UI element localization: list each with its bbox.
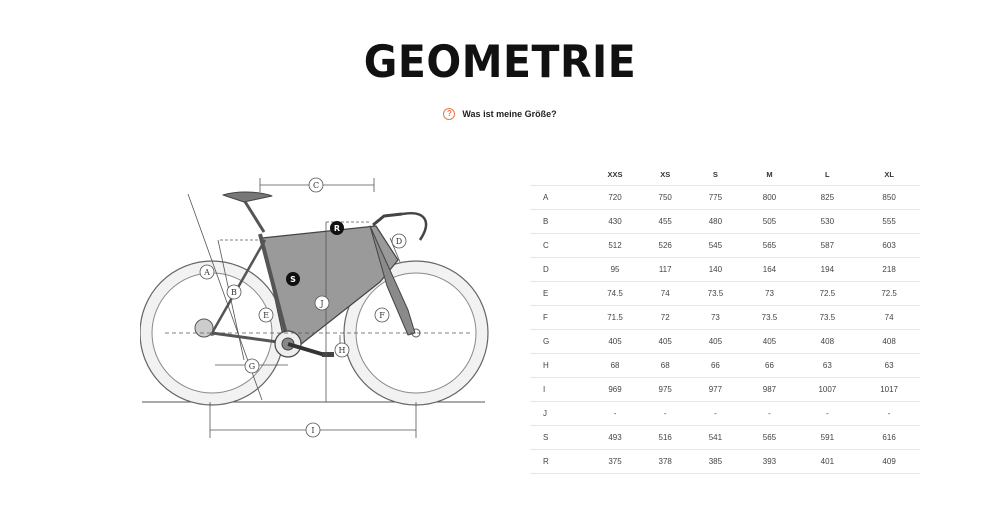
table-cell: 505 (742, 210, 796, 234)
table-cell: 408 (796, 330, 858, 354)
size-help-label: Was ist meine Größe? (462, 109, 557, 119)
table-cell: 512 (588, 234, 642, 258)
row-key: H (530, 354, 588, 378)
question-circle-icon: ? (443, 108, 455, 120)
header-size: L (796, 163, 858, 186)
dim-label-r (330, 221, 344, 235)
table-header-row (530, 163, 920, 186)
table-cell: 545 (688, 234, 742, 258)
table-cell: 385 (688, 450, 742, 474)
table-cell: 775 (688, 186, 742, 210)
table-cell: 72.5 (858, 282, 920, 306)
dim-label-d (392, 234, 406, 248)
table-cell: 565 (742, 234, 796, 258)
table-cell: 825 (796, 186, 858, 210)
table-row (530, 306, 920, 330)
table-cell: 480 (688, 210, 742, 234)
row-key: G (530, 330, 588, 354)
table-row (530, 234, 920, 258)
svg-text:E: E (263, 311, 269, 320)
table-cell: 401 (796, 450, 858, 474)
dim-label-i (306, 423, 320, 437)
table-cell: 526 (642, 234, 688, 258)
dim-label-h (335, 343, 349, 357)
dim-label-g (245, 359, 259, 373)
table-cell: 74 (642, 282, 688, 306)
table-cell: 73 (688, 306, 742, 330)
table-cell: 117 (642, 258, 688, 282)
header-empty (530, 163, 588, 186)
table-row (530, 282, 920, 306)
table-cell: - (588, 402, 642, 426)
table-cell: - (796, 402, 858, 426)
page-title: GEOMETRIE (363, 36, 637, 88)
row-key: B (530, 210, 588, 234)
header-size: XL (858, 163, 920, 186)
svg-text:F: F (379, 311, 385, 320)
table-cell: 378 (642, 450, 688, 474)
row-key: S (530, 426, 588, 450)
table-cell: 73.5 (688, 282, 742, 306)
row-key: E (530, 282, 588, 306)
header-size: S (688, 163, 742, 186)
table-cell: - (688, 402, 742, 426)
dim-label-e (259, 308, 273, 322)
header-size: XXS (588, 163, 642, 186)
table-cell: - (642, 402, 688, 426)
table-cell: 68 (588, 354, 642, 378)
table-cell: 850 (858, 186, 920, 210)
table-cell: 164 (742, 258, 796, 282)
svg-text:R: R (333, 224, 341, 233)
svg-text:J: J (320, 299, 324, 308)
row-key: J (530, 402, 588, 426)
table-cell: 72 (642, 306, 688, 330)
table-cell: 591 (796, 426, 858, 450)
table-cell: 587 (796, 234, 858, 258)
table-cell: 71.5 (588, 306, 642, 330)
row-key: C (530, 234, 588, 258)
row-key: A (530, 186, 588, 210)
table-body (530, 186, 920, 474)
table-cell: 393 (742, 450, 796, 474)
row-key: D (530, 258, 588, 282)
table-cell: 800 (742, 186, 796, 210)
table-row (530, 210, 920, 234)
table-cell: 977 (688, 378, 742, 402)
header-size: M (742, 163, 796, 186)
table-cell: 74 (858, 306, 920, 330)
table-row (530, 354, 920, 378)
table-cell: 405 (688, 330, 742, 354)
table-cell: 987 (742, 378, 796, 402)
table-cell: 720 (588, 186, 642, 210)
svg-text:G: G (248, 362, 256, 371)
svg-text:D: D (395, 237, 403, 246)
table-cell: 73.5 (742, 306, 796, 330)
table-cell: 455 (642, 210, 688, 234)
table-cell: 405 (742, 330, 796, 354)
table-cell: 73.5 (796, 306, 858, 330)
table-cell: 408 (858, 330, 920, 354)
table-cell: 430 (588, 210, 642, 234)
table-cell: 95 (588, 258, 642, 282)
table-cell: - (742, 402, 796, 426)
dim-label-c (309, 178, 323, 192)
table-cell: 63 (858, 354, 920, 378)
table-cell: 66 (688, 354, 742, 378)
row-key: F (530, 306, 588, 330)
row-key: R (530, 450, 588, 474)
table-cell: 565 (742, 426, 796, 450)
table-cell: 969 (588, 378, 642, 402)
table-row (530, 378, 920, 402)
table-cell: 1017 (858, 378, 920, 402)
table-row (530, 330, 920, 354)
table-cell: 405 (588, 330, 642, 354)
table-cell: 616 (858, 426, 920, 450)
table-cell: 603 (858, 234, 920, 258)
svg-text:S: S (290, 275, 296, 284)
table-cell: 68 (642, 354, 688, 378)
table-row (530, 426, 920, 450)
table-cell: 541 (688, 426, 742, 450)
table-cell: - (858, 402, 920, 426)
table-cell: 218 (858, 258, 920, 282)
table-cell: 516 (642, 426, 688, 450)
table-cell: 409 (858, 450, 920, 474)
table-cell: 74.5 (588, 282, 642, 306)
table-cell: 750 (642, 186, 688, 210)
svg-text:A: A (204, 268, 210, 277)
table-cell: 375 (588, 450, 642, 474)
dim-label-j (315, 296, 329, 310)
dim-label-b (227, 285, 241, 299)
table-cell: 66 (742, 354, 796, 378)
table-row (530, 402, 920, 426)
svg-text:B: B (231, 288, 237, 297)
table-cell: 63 (796, 354, 858, 378)
table-cell: 405 (642, 330, 688, 354)
table-row (530, 186, 920, 210)
table-cell: 140 (688, 258, 742, 282)
table-cell: 1007 (796, 378, 858, 402)
svg-text:I: I (311, 426, 315, 435)
table-cell: 975 (642, 378, 688, 402)
table-cell: 555 (858, 210, 920, 234)
svg-text:H: H (338, 346, 346, 355)
header-size: XS (642, 163, 688, 186)
table-cell: 493 (588, 426, 642, 450)
row-key: I (530, 378, 588, 402)
table-row (530, 258, 920, 282)
dim-label-s (286, 272, 300, 286)
table-cell: 73 (742, 282, 796, 306)
size-help-link[interactable] (0, 108, 1000, 120)
bike-geometry-diagram (140, 170, 500, 445)
table-cell: 194 (796, 258, 858, 282)
table-row (530, 450, 920, 474)
table-cell: 72.5 (796, 282, 858, 306)
dim-label-f (375, 308, 389, 322)
svg-text:C: C (312, 181, 320, 190)
geometry-table (530, 163, 920, 474)
table-cell: 530 (796, 210, 858, 234)
dim-label-a (200, 265, 214, 279)
